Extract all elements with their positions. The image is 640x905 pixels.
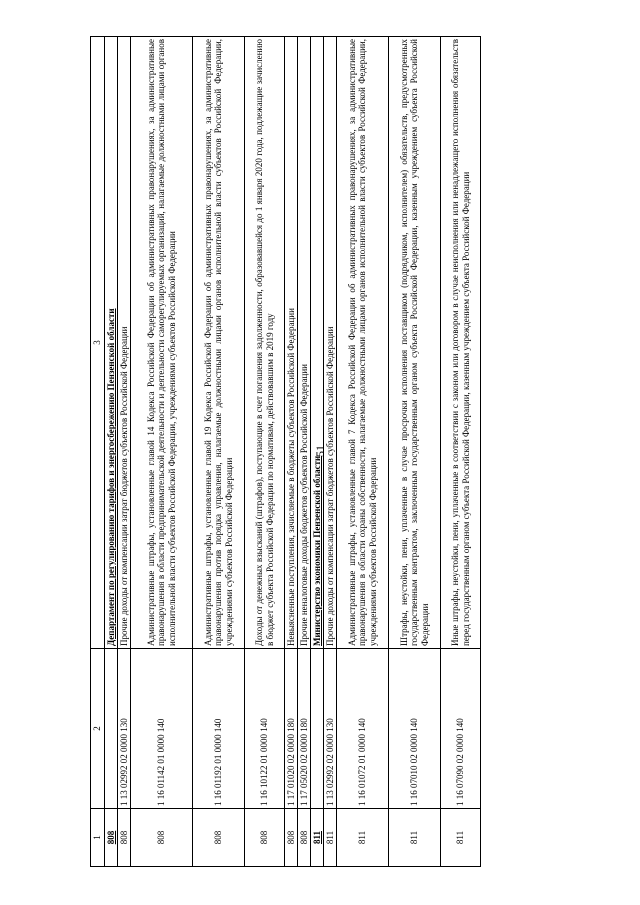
table-row: [441, 37, 481, 867]
admin-code-cell: 811: [311, 809, 324, 867]
section-row: [105, 37, 118, 867]
admin-code-cell: 808: [245, 809, 285, 867]
revenue-name-cell: Министерство экономики Пензенской области: [311, 37, 324, 649]
table-body: [91, 37, 481, 867]
revenue-name-cell: Доходы от денежных взысканий (штрафов), поступающие в счет погашения задолженности, образовавшейся до 1 января 2020 года, подлежащие зачислению в бюджет субъекта Российской Федерации по нормативам, действовавшим в 2019 году: [245, 37, 285, 649]
table-row: [193, 37, 245, 867]
table-row: [324, 37, 337, 867]
revenue-name-cell: Невыясненные поступления, зачисляемые в бюджеты субъектов Российской Федерации: [285, 37, 298, 649]
admin-code-cell: 811: [337, 809, 389, 867]
admin-code-cell: 808: [298, 809, 311, 867]
section-row: [311, 37, 324, 867]
table-row: [245, 37, 285, 867]
revenue-name-cell: Административные штрафы, установленные главой 7 Кодекса Российской Федерации об административных правонарушениях, за административные правонарушения в области охраны собственности, налагаемые должностными лицами органов исполнительной власти субъектов Российской Федерации, учреждениями субъектов Российской Федерации: [337, 37, 389, 649]
revenue-code-cell: 1 13 02992 02 0000 130: [118, 649, 131, 809]
revenue-code-cell: 1 16 01142 01 0000 140: [131, 649, 193, 809]
table-row: [389, 37, 441, 867]
revenue-name-cell: Прочие доходы от компенсации затрат бюджетов субъектов Российской Федерации: [118, 37, 131, 649]
admin-code-cell: 808: [285, 809, 298, 867]
header-col-1: 1: [91, 809, 105, 867]
header-col-3: 3: [91, 37, 105, 649]
revenue-code-cell: 1 16 07010 02 0000 140: [389, 649, 441, 809]
revenue-name-cell: Прочие доходы от компенсации затрат бюджетов субъектов Российской Федерации: [324, 37, 337, 649]
revenue-code-cell: 1 17 01020 02 0000 180: [285, 649, 298, 809]
table-row: [285, 37, 298, 867]
table-row: [118, 37, 131, 867]
admin-code-cell: 811: [324, 809, 337, 867]
revenue-name-cell: Департамент по регулированию тарифов и энергосбережению Пензенской области: [105, 37, 118, 649]
revenue-code-cell: 1 16 10122 01 0000 140: [245, 649, 285, 809]
table-row: [131, 37, 193, 867]
admin-code-cell: 808: [118, 809, 131, 867]
revenue-name-cell: Административные штрафы, установленные главой 14 Кодекса Российской Федерации об административных правонарушениях, за административные правонарушения в области предпринимательской деятельности и деятельности саморегулируемых организаций, налагаемые должностными лицами органов исполнительной власти субъектов Российской Федерации, учреждениями субъектов Российской Федерации: [131, 37, 193, 649]
page-number: 51: [313, 445, 327, 457]
admin-code-cell: 808: [193, 809, 245, 867]
revenue-codes-table: [90, 36, 481, 867]
revenue-name-cell: Административные штрафы, установленные главой 19 Кодекса Российской Федерации об административных правонарушениях, за административные правонарушения против порядка управления, налагаемые должностными лицами органов исполнительной власти субъектов Российской Федерации, учреждениями субъектов Российской Федерации: [193, 37, 245, 649]
revenue-name-cell: Иные штрафы, неустойки, пени, уплаченные в соответствии с законом или договором в случае неисполнения или ненадлежащего исполнения обязательств перед государственным органом субъекта Российской Федерации, казенным учреждением субъекта Российской Федерации: [441, 37, 481, 649]
header-col-2: 2: [91, 649, 105, 809]
revenue-code-cell: 1 16 01192 01 0000 140: [193, 649, 245, 809]
revenue-code-cell: [311, 649, 324, 809]
revenue-code-cell: [105, 649, 118, 809]
admin-code-cell: 808: [131, 809, 193, 867]
admin-code-cell: 811: [389, 809, 441, 867]
revenue-name-cell: Штрафы, неустойки, пени, уплаченные в случае просрочки исполнения поставщиком (подрядчиком, исполнителем) обязательств, предусмотренных государственным контрактом, заключенным государственным органом субъекта Российской Федерации, казенным учреждением субъекта Российской Федерации: [389, 37, 441, 649]
header-row: [91, 37, 105, 867]
revenue-code-cell: 1 16 01072 01 0000 140: [337, 649, 389, 809]
revenue-code-cell: 1 13 02992 02 0000 130: [324, 649, 337, 809]
admin-code-cell: 808: [105, 809, 118, 867]
rotated-page-content: [90, 37, 550, 867]
revenue-code-cell: 1 17 05020 02 0000 180: [298, 649, 311, 809]
table-row: [337, 37, 389, 867]
revenue-code-cell: 1 16 07090 02 0000 140: [441, 649, 481, 809]
table-row: [298, 37, 311, 867]
revenue-name-cell: Прочие неналоговые доходы бюджетов субъектов Российской Федерации: [298, 37, 311, 649]
admin-code-cell: 811: [441, 809, 481, 867]
